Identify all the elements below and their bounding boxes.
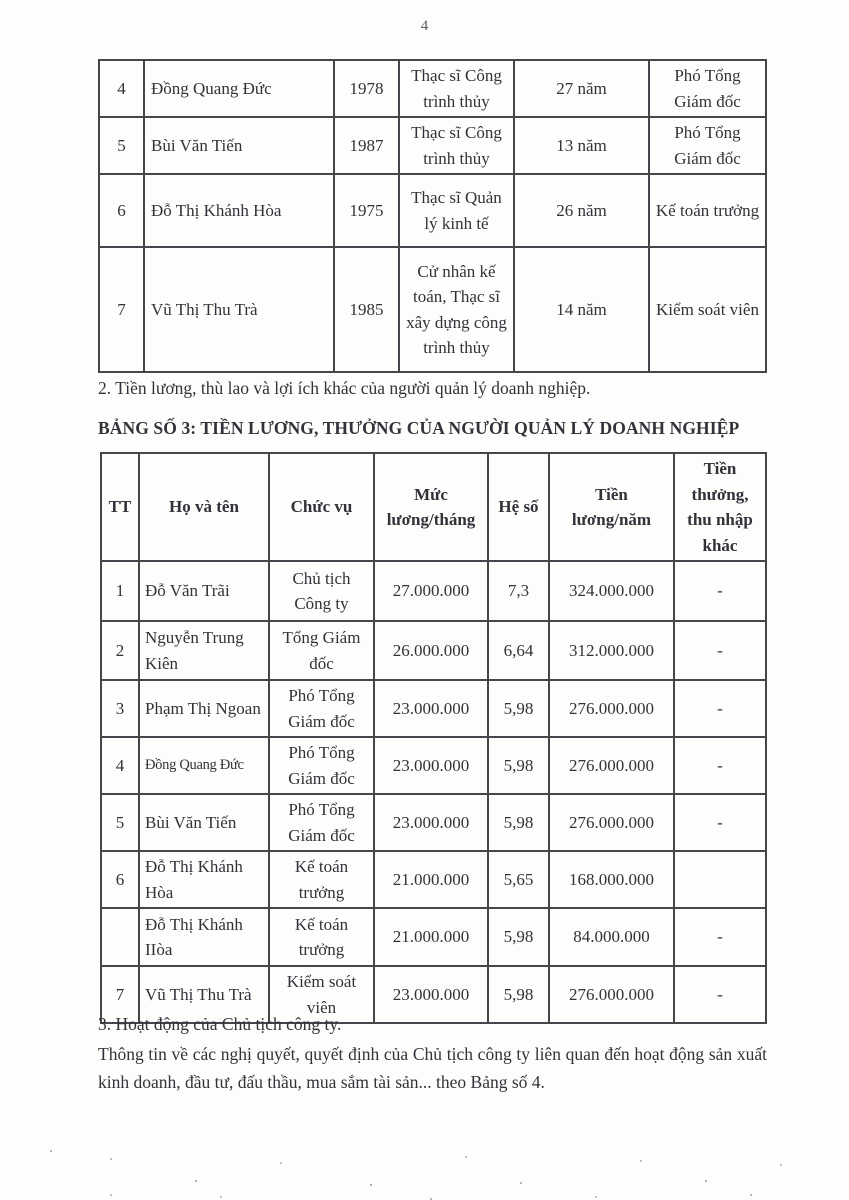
cell-qualification: Thạc sĩ Quản lý kinh tế (399, 174, 514, 247)
header-yearly-salary: Tiền lương/năm (549, 453, 674, 561)
cell-bonus: - (674, 737, 766, 794)
cell-tt: 6 (101, 851, 139, 908)
cell-bonus: - (674, 966, 766, 1023)
cell-monthly-salary: 23.000.000 (374, 737, 488, 794)
salary-table (100, 452, 767, 1024)
cell-position: Phó Tổng Giám đốc (269, 794, 374, 851)
cell-yearly-salary: 312.000.000 (549, 621, 674, 680)
cell-tt: 2 (101, 621, 139, 680)
cell-tt: 7 (99, 247, 144, 372)
cell-coefficient: 5,98 (488, 737, 549, 794)
manager-profile-table (98, 59, 767, 373)
cell-tt: 1 (101, 561, 139, 621)
cell-monthly-salary: 23.000.000 (374, 966, 488, 1023)
table-row (101, 561, 766, 621)
cell-tt: 3 (101, 680, 139, 737)
table-row (101, 737, 766, 794)
cell-bonus: - (674, 621, 766, 680)
cell-yearly-salary: 324.000.000 (549, 561, 674, 621)
cell-birth-year: 1985 (334, 247, 399, 372)
cell-monthly-salary: 21.000.000 (374, 908, 488, 966)
cell-name: Đỗ Văn Trãi (139, 561, 269, 621)
cell-name: Đỗ Thị Khánh Hòa (144, 174, 334, 247)
cell-tt: 5 (99, 117, 144, 174)
header-coefficient: Hệ số (488, 453, 549, 561)
cell-name: Vũ Thị Thu Trà (144, 247, 334, 372)
table-3-title: BẢNG SỐ 3: TIỀN LƯƠNG, THƯỞNG CỦA NGƯỜI QUẢN LÝ DOANH NGHIỆP (98, 418, 740, 438)
cell-position: Kế toán trưởng (269, 908, 374, 966)
cell-yearly-salary: 276.000.000 (549, 794, 674, 851)
table-row (101, 908, 766, 966)
cell-bonus: - (674, 908, 766, 966)
cell-bonus (674, 851, 766, 908)
cell-yearly-salary: 168.000.000 (549, 851, 674, 908)
cell-coefficient: 6,64 (488, 621, 549, 680)
cell-position: Phó Tổng Giám đốc (269, 680, 374, 737)
cell-bonus: - (674, 561, 766, 621)
header-position: Chức vụ (269, 453, 374, 561)
cell-tt: 4 (101, 737, 139, 794)
cell-tt (101, 908, 139, 966)
cell-position: Kế toán trưởng (269, 851, 374, 908)
table-row (99, 174, 766, 247)
table-row (99, 117, 766, 174)
cell-coefficient: 5,98 (488, 794, 549, 851)
section-3-body: Thông tin về các nghị quyết, quyết định của Chủ tịch công ty liên quan đến hoạt động sản xuất kinh doanh, đầu tư, đấu thầu, mua sắm tài sản... theo Bảng số 4. (98, 1044, 767, 1092)
cell-birth-year: 1987 (334, 117, 399, 174)
cell-position: Kiểm soát viên (649, 247, 766, 372)
cell-name: Bùi Văn Tiến (139, 794, 269, 851)
table-row (99, 60, 766, 117)
cell-name: Vũ Thị Thu Trà (139, 966, 269, 1023)
cell-position: Kiểm soát viên (269, 966, 374, 1023)
cell-birth-year: 1975 (334, 174, 399, 247)
cell-experience: 26 năm (514, 174, 649, 247)
header-tt: TT (101, 453, 139, 561)
cell-position: Kế toán trưởng (649, 174, 766, 247)
cell-monthly-salary: 23.000.000 (374, 680, 488, 737)
cell-monthly-salary: 23.000.000 (374, 794, 488, 851)
header-bonus: Tiền thưởng, thu nhập khác (674, 453, 766, 561)
cell-coefficient: 5,65 (488, 851, 549, 908)
cell-yearly-salary: 276.000.000 (549, 680, 674, 737)
cell-position: Tổng Giám đốc (269, 621, 374, 680)
table-row (99, 247, 766, 372)
page-number: 4 (420, 18, 429, 34)
cell-yearly-salary: 276.000.000 (549, 966, 674, 1023)
table-row (101, 851, 766, 908)
cell-name: Phạm Thị Ngoan (139, 680, 269, 737)
cell-position: Phó Tổng Giám đốc (269, 737, 374, 794)
cell-bonus: - (674, 680, 766, 737)
cell-experience: 13 năm (514, 117, 649, 174)
cell-tt: 4 (99, 60, 144, 117)
table-row (101, 794, 766, 851)
header-name: Họ và tên (139, 453, 269, 561)
cell-name: Đỗ Thị Khánh IIòa (139, 908, 269, 966)
table-row (101, 621, 766, 680)
cell-tt: 5 (101, 794, 139, 851)
cell-qualification: Thạc sĩ Công trình thủy (399, 117, 514, 174)
cell-experience: 14 năm (514, 247, 649, 372)
cell-qualification: Thạc sĩ Công trình thủy (399, 60, 514, 117)
section-3-title: 3. Hoạt động của Chủ tịch công ty. (98, 1014, 342, 1034)
section-2-text: 2. Tiền lương, thù lao và lợi ích khác của người quản lý doanh nghiệp. (98, 378, 591, 398)
cell-position: Phó Tổng Giám đốc (649, 117, 766, 174)
cell-name: Bùi Văn Tiến (144, 117, 334, 174)
cell-name: Nguyễn Trung Kiên (139, 621, 269, 680)
cell-monthly-salary: 26.000.000 (374, 621, 488, 680)
cell-coefficient: 5,98 (488, 966, 549, 1023)
cell-coefficient: 7,3 (488, 561, 549, 621)
cell-tt: 7 (101, 966, 139, 1023)
table-header-row (101, 453, 766, 561)
cell-name: Đồng Quang Đức (139, 737, 269, 794)
cell-yearly-salary: 84.000.000 (549, 908, 674, 966)
cell-monthly-salary: 21.000.000 (374, 851, 488, 908)
scan-noise (50, 1150, 52, 1152)
cell-name: Đỗ Thị Khánh Hòa (139, 851, 269, 908)
cell-coefficient: 5,98 (488, 908, 549, 966)
cell-experience: 27 năm (514, 60, 649, 117)
cell-qualification: Cử nhân kế toán, Thạc sĩ xây dựng công trình thủy (399, 247, 514, 372)
cell-bonus: - (674, 794, 766, 851)
table-row (101, 680, 766, 737)
cell-position: Chủ tịch Công ty (269, 561, 374, 621)
cell-tt: 6 (99, 174, 144, 247)
cell-yearly-salary: 276.000.000 (549, 737, 674, 794)
header-monthly-salary: Mức lương/tháng (374, 453, 488, 561)
cell-name: Đồng Quang Đức (144, 60, 334, 117)
cell-birth-year: 1978 (334, 60, 399, 117)
cell-monthly-salary: 27.000.000 (374, 561, 488, 621)
cell-position: Phó Tổng Giám đốc (649, 60, 766, 117)
cell-coefficient: 5,98 (488, 680, 549, 737)
